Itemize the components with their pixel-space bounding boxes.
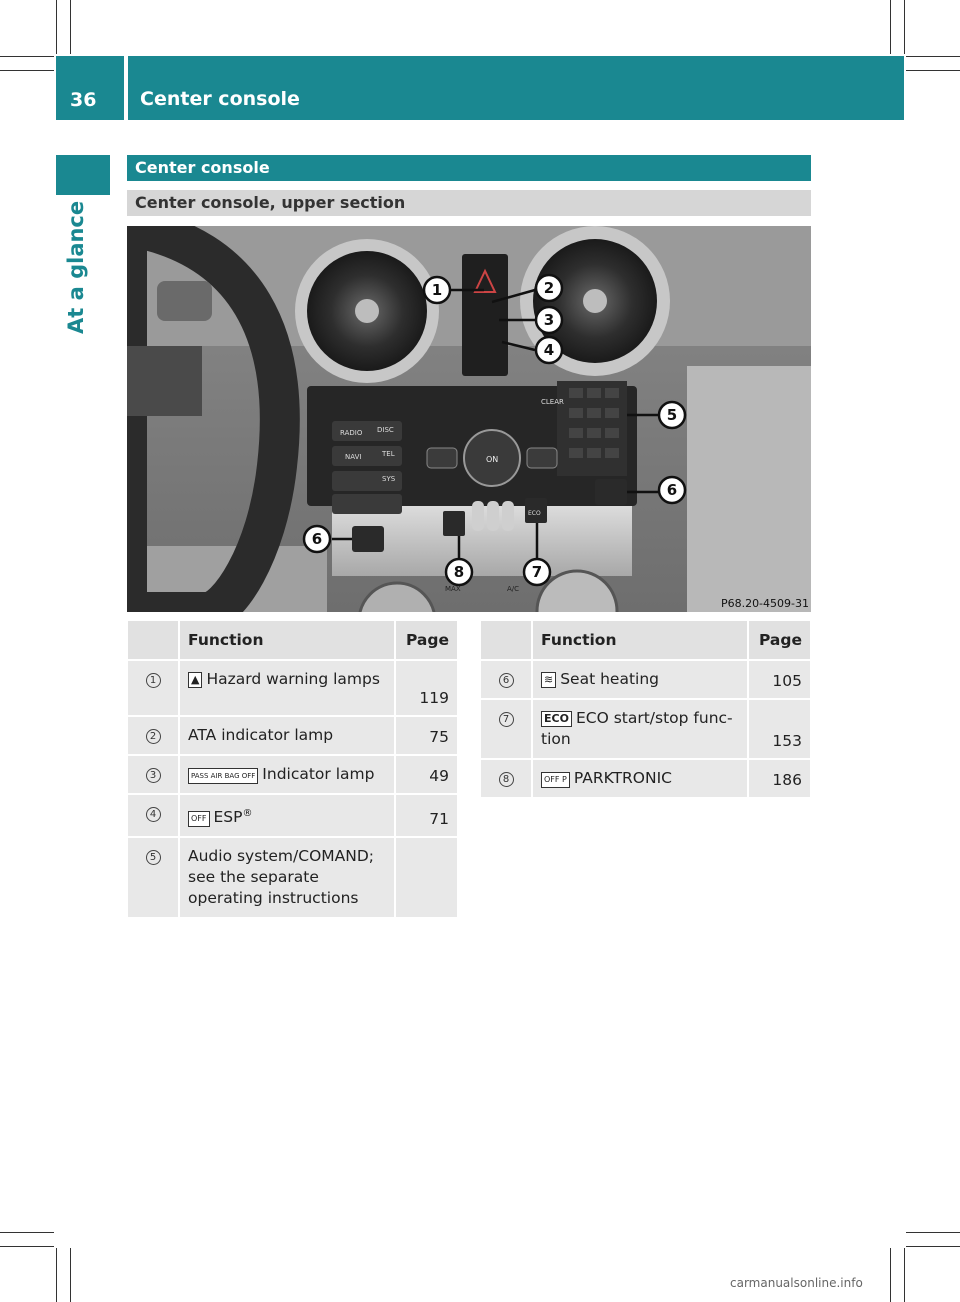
function-table-left [126, 619, 459, 919]
crop-mark [904, 1248, 905, 1302]
esp-off-icon: OFF [188, 811, 210, 827]
console-label-ac: A/C [507, 585, 520, 593]
crop-mark [56, 1248, 57, 1302]
crop-mark [0, 56, 54, 57]
table-row [127, 837, 458, 918]
crop-mark [0, 1246, 54, 1247]
header-page: Page [395, 620, 458, 660]
crop-mark [906, 1232, 960, 1233]
header-function: Function [179, 620, 395, 660]
crop-mark [56, 0, 57, 54]
table-row [127, 755, 458, 794]
function-table-right [479, 619, 812, 799]
header-page: Page [748, 620, 811, 660]
header-separator [124, 56, 128, 120]
photo-callout-5: 5 [666, 406, 678, 424]
table-row [480, 759, 811, 798]
function-text: ESP [213, 808, 243, 827]
table-row [127, 716, 458, 755]
crop-mark [70, 1248, 71, 1302]
page-ref: 75 [395, 716, 458, 755]
photo-callout-8: 8 [453, 563, 465, 581]
item-number: 3 [146, 768, 161, 783]
function-text: ECO start/stop func-tion [541, 709, 733, 748]
side-tab-label: At a glance [64, 200, 88, 334]
function-text: Hazard warning lamps [206, 670, 380, 688]
item-number: 4 [146, 807, 161, 822]
console-label-max: MAX [445, 585, 461, 593]
page-ref [395, 837, 458, 918]
crop-mark [70, 0, 71, 54]
function-text: ATA indicator lamp [188, 726, 334, 744]
registered-mark: ® [242, 808, 253, 819]
item-number: 6 [499, 673, 514, 688]
item-number: 7 [499, 712, 514, 727]
side-tab [56, 155, 110, 195]
page-ref: 49 [395, 755, 458, 794]
console-label-sys: SYS [382, 475, 396, 483]
header-num-cell [480, 620, 532, 660]
header-title: Center console [140, 88, 300, 110]
crop-mark [0, 1232, 54, 1233]
crop-mark [906, 56, 960, 57]
table-row [480, 699, 811, 759]
console-label-navi: NAVI [345, 453, 362, 461]
page-ref: 105 [748, 660, 811, 699]
crop-mark [906, 70, 960, 71]
photo-callout-4: 4 [543, 341, 555, 359]
crop-mark [0, 70, 54, 71]
crop-mark [890, 0, 891, 54]
crop-mark [904, 0, 905, 54]
header-num-cell [127, 620, 179, 660]
console-label-eco: ECO [528, 510, 541, 517]
photo-callout-6-left: 6 [311, 530, 323, 548]
parktronic-off-icon: OFF P [541, 772, 570, 788]
console-label-clear: CLEAR [541, 398, 564, 406]
page-ref: 153 [748, 699, 811, 759]
page-ref: 186 [748, 759, 811, 798]
crop-mark [890, 1248, 891, 1302]
console-label-radio: RADIO [340, 429, 363, 437]
photo-id-label: P68.20-4509-31 [720, 597, 809, 610]
seat-heating-icon: ≋ [541, 672, 556, 688]
photo-callout-3: 3 [543, 311, 555, 329]
function-text: Seat heating [560, 670, 660, 688]
section-title: Center console [127, 155, 811, 181]
function-text: Indicator lamp [262, 765, 375, 783]
table-header-row [127, 620, 458, 660]
photo-callout-7: 7 [531, 563, 543, 581]
item-number: 1 [146, 673, 161, 688]
watermark: carmanualsonline.info [730, 1276, 863, 1290]
header-function: Function [532, 620, 748, 660]
subsection-title: Center console, upper section [127, 190, 811, 216]
photo-callout-1: 1 [431, 281, 443, 299]
console-label-tel: TEL [382, 450, 395, 458]
console-label-on: ON [486, 455, 499, 464]
item-number: 2 [146, 729, 161, 744]
page-ref: 119 [395, 660, 458, 716]
console-label-disc: DISC [377, 426, 394, 434]
eco-icon: ECO [541, 711, 572, 727]
table-header-row [480, 620, 811, 660]
passenger-airbag-off-icon: PASS AIR BAG OFF [188, 768, 258, 784]
crop-mark [906, 1246, 960, 1247]
page-ref: 71 [395, 794, 458, 837]
center-console-photo [127, 226, 811, 612]
photo-callout-6-right: 6 [666, 481, 678, 499]
function-text: PARKTRONIC [573, 769, 672, 787]
table-row [480, 660, 811, 699]
photo-callout-2: 2 [543, 279, 555, 297]
item-number: 5 [146, 850, 161, 865]
page-number: 36 [70, 89, 97, 111]
hazard-warning-icon: ▲ [188, 672, 202, 688]
table-row [127, 794, 458, 837]
item-number: 8 [499, 772, 514, 787]
function-text: Audio system/COMAND; see the separate operating instructions [188, 847, 374, 908]
table-row [127, 660, 458, 716]
